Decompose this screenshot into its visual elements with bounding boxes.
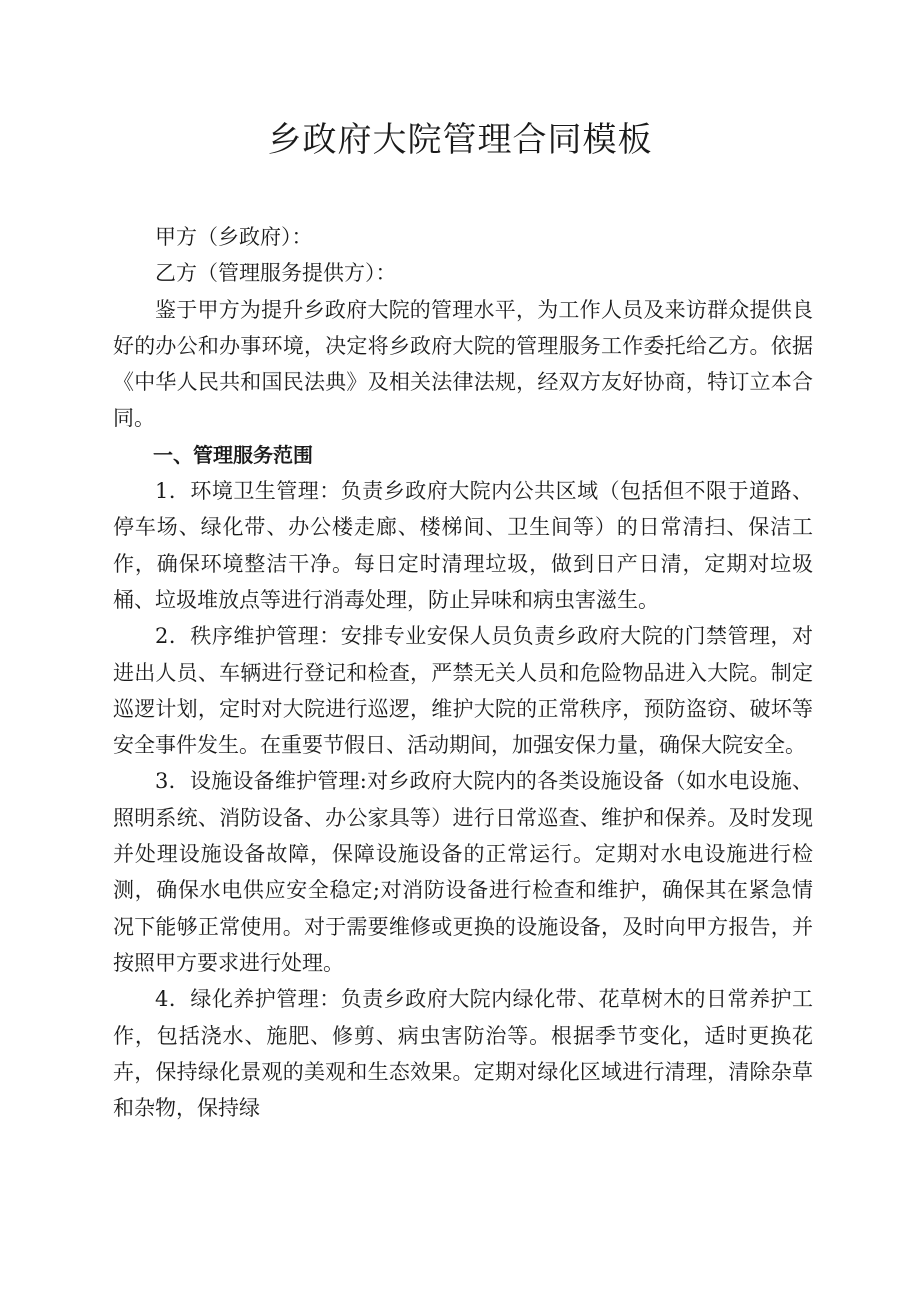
document-title: 乡政府大院管理合同模板: [267, 120, 653, 160]
document-body: [113, 219, 813, 1126]
clause-paragraph: 4．绿化养护管理：负责乡政府大院内绿化带、花草树木的日常养护工作，包括浇水、施肥、修剪、病虫害防治等。根据季节变化，适时更换花卉，保持绿化景观的美观和生态效果。定期对绿化区域进行清理，清除杂草和杂物，保持绿: [113, 987, 813, 1121]
clause-paragraph: 1．环境卫生管理：负责乡政府大院内公共区域（包括但不限于道路、停车场、绿化带、办公楼走廊、楼梯间、卫生间等）的日常清扫、保洁工作，确保环境整洁干净。每日定时清理垃圾，做到日产日清，定期对垃圾桶、垃圾堆放点等进行消毒处理，防止异味和病虫害滋生。: [113, 479, 813, 612]
party-b-line: 乙方（管理服务提供方）：: [155, 261, 397, 286]
clause-paragraph: 3．设施设备维护管理:对乡政府大院内的各类设施设备（如水电设施、照明系统、消防设备、办公家具等）进行日常巡查、维护和保养。及时发现并处理设施设备故障，保障设施设备的正常运行。定期对水电设施进行检测，确保水电供应安全稳定;对消防设备进行检查和维护，确保其在紧急情况下能够正常使用。对于需要维修或更换的设施设备，及时向甲方报告，并按照甲方要求进行处理。: [113, 769, 813, 975]
party-a-line: 甲方（乡政府）：: [155, 225, 313, 249]
section-heading: 一、管理服务范围: [153, 442, 313, 467]
preamble-paragraph: 鉴于甲方为提升乡政府大院的管理水平，为工作人员及来访群众提供良好的办公和办事环境，决定将乡政府大院的管理服务工作委托给乙方。依据《中华人民共和国民法典》及相关法律法规，经双方友好协商，特订立本合同。: [113, 297, 813, 431]
clause-paragraph: 2．秩序维护管理：安排专业安保人员负责乡政府大院的门禁管理，对进出人员、车辆进行登记和检查，严禁无关人员和危险物品进入大院。制定巡逻计划，定时对大院进行巡逻，维护大院的正常秩序，预防盗窃、破坏等安全事件发生。在重要节假日、活动期间，加强安保力量，确保大院安全。: [113, 624, 813, 758]
